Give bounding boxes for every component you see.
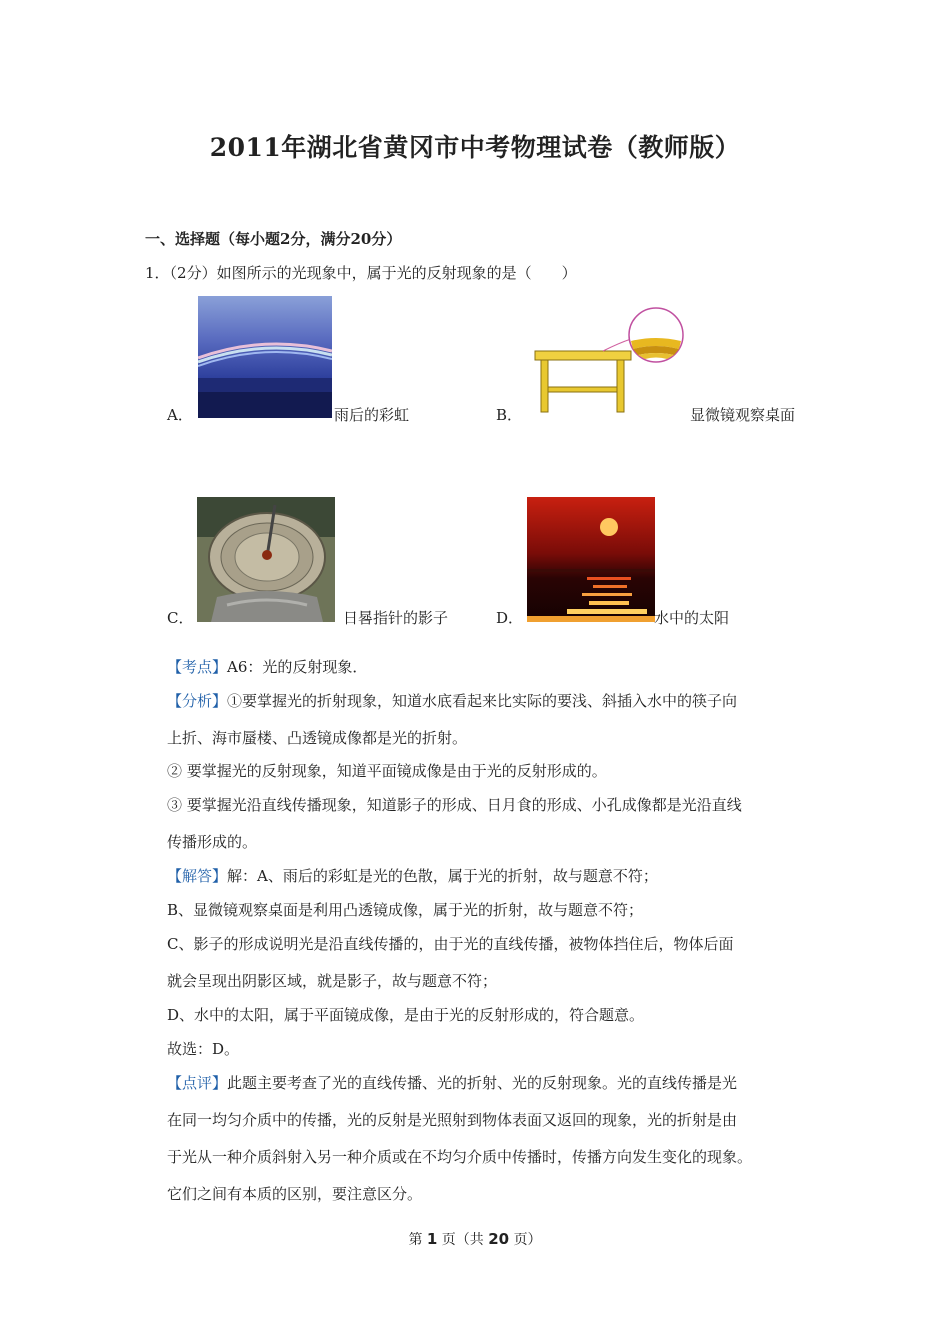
jieda-line-2: B、显微镜观察桌面是利用凸透镜成像，属于光的折射，故与题意不符； [167, 901, 644, 919]
option-d-image-sun-in-water [527, 497, 655, 622]
jieda-line-5: D、水中的太阳，属于平面镜成像，是由于光的反射形成的，符合题意。 [167, 1006, 645, 1024]
jieda-tag: 【解答】 [167, 867, 228, 885]
option-a-image-rainbow [198, 296, 332, 418]
footer-middle: 页（共 [441, 1232, 484, 1248]
jieda-text-1: 解：A、雨后的彩虹是光的色散，属于光的折射，故与题意不符； [227, 867, 658, 885]
option-a-letter: A． [167, 406, 193, 424]
footer-suffix: 页） [513, 1232, 542, 1248]
option-d-caption: 水中的太阳 [654, 609, 730, 627]
section-heading: 一、选择题（每小题2分，满分20分） [145, 230, 402, 248]
dianping-line-2: 在同一均匀介质中的传播，光的反射是光照射到物体表面又返回的现象，光的折射是由 [167, 1111, 738, 1129]
page-footer [0, 1229, 950, 1249]
fenxi-line-3: ② 要掌握光的反射现象，知道平面镜成像是由于光的反射形成的。 [167, 762, 607, 780]
dianping-line-3: 于光从一种介质斜射入另一种介质或在不均匀介质中传播时，传播方向发生变化的现象。 [167, 1148, 753, 1166]
fenxi-line-1 [167, 690, 737, 711]
jieda-line-3: C、影子的形成说明光是沿直线传播的，由于光的直线传播，被物体挡住后，物体后面 [167, 935, 734, 953]
dianping-line-1 [167, 1072, 737, 1093]
kaodian-text: A6：光的反射现象． [227, 658, 368, 676]
dianping-line-4: 它们之间有本质的区别，要注意区分。 [167, 1185, 423, 1203]
option-c-caption: 日晷指针的影子 [343, 609, 449, 627]
dianping-text-1: 此题主要考查了光的直线传播、光的折射、光的反射现象。光的直线传播是光 [227, 1074, 738, 1092]
page-title: 2011年湖北省黄冈市中考物理试卷（教师版） [209, 133, 741, 162]
footer-page-number: 1 [426, 1230, 438, 1248]
footer-total-pages: 20 [488, 1230, 510, 1248]
option-b-letter: B． [496, 406, 523, 424]
kaodian-line [167, 656, 367, 677]
option-c-letter: C． [167, 609, 194, 627]
jieda-line-4: 就会呈现出阴影区域，就是影子，故与题意不符； [167, 972, 498, 990]
fenxi-line-4: ③ 要掌握光沿直线传播现象，知道影子的形成、日月食的形成、小孔成像都是光沿直线 [167, 796, 742, 814]
option-c-image-sundial [197, 497, 342, 622]
dianping-tag: 【点评】 [167, 1074, 228, 1092]
fenxi-line-5: 传播形成的。 [167, 833, 258, 851]
jieda-line-1 [167, 865, 658, 886]
fenxi-line-2: 上折、海市蜃楼、凸透镜成像都是光的折射。 [167, 729, 468, 747]
jieda-line-6: 故选：D。 [167, 1040, 240, 1058]
option-d-letter: D． [496, 609, 524, 627]
question-number: 1． [145, 264, 170, 282]
footer-prefix: 第 [408, 1232, 423, 1248]
option-a-caption: 雨后的彩虹 [334, 406, 410, 424]
question-1 [145, 262, 577, 283]
option-b-image-microscope-table [533, 305, 685, 415]
kaodian-tag: 【考点】 [167, 658, 228, 676]
fenxi-text-1: ①要掌握光的折射现象，知道水底看起来比实际的要浅、斜插入水中的筷子向 [227, 692, 738, 710]
fenxi-tag: 【分析】 [167, 692, 228, 710]
question-text: （2分）如图所示的光现象中，属于光的反射现象的是（ ） [169, 264, 577, 282]
option-b-caption: 显微镜观察桌面 [690, 406, 796, 424]
